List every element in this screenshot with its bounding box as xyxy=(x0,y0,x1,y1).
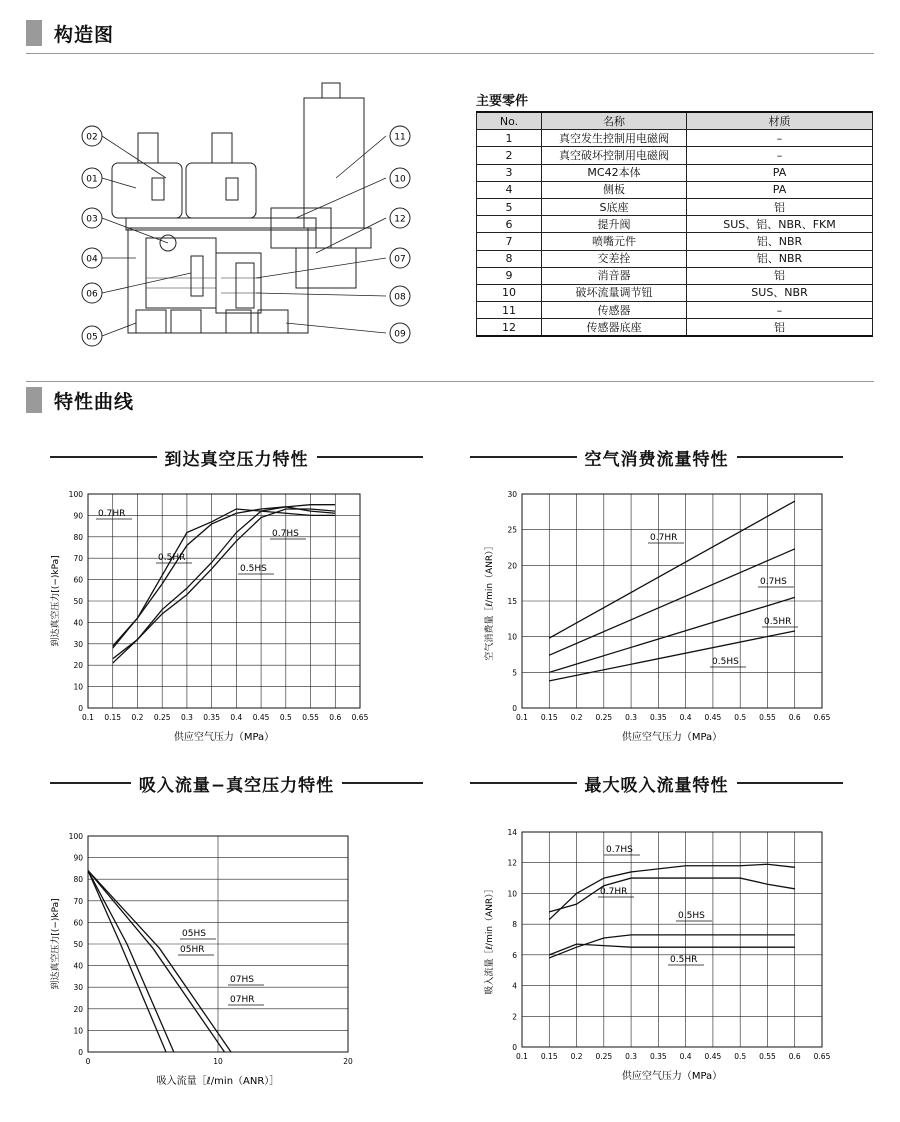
cell-no: 3 xyxy=(477,164,542,181)
chart-max-suction-flow xyxy=(470,822,850,1097)
diagram-callout xyxy=(82,248,102,268)
y-tick-label: 20 xyxy=(73,661,83,671)
y-tick-label: 10 xyxy=(507,889,517,899)
series-label: 0.5HR xyxy=(670,955,698,965)
x-tick-label: 0.45 xyxy=(704,1052,722,1061)
y-tick-label: 70 xyxy=(73,896,83,906)
x-tick-label: 0.55 xyxy=(302,713,319,722)
plot-frame xyxy=(522,832,822,1047)
diagram-callout xyxy=(390,126,410,146)
parts-title: 主要零件 xyxy=(476,94,529,109)
cell-no: 6 xyxy=(477,216,542,233)
y-tick-label: 80 xyxy=(73,875,83,885)
cell-no: 8 xyxy=(477,250,542,267)
cell-material: PA xyxy=(687,181,873,198)
cell-material: – xyxy=(687,147,873,164)
cell-name: MC42本体 xyxy=(542,164,687,181)
cell-no: 2 xyxy=(477,147,542,164)
diagram-callout-label: 10 xyxy=(394,174,406,185)
y-axis-label: 空气消费量［ℓ/min（ANR）］ xyxy=(485,541,495,661)
x-tick-label: 0.65 xyxy=(351,713,369,722)
cell-no: 4 xyxy=(477,181,542,198)
y-axis-label: 吸入流量［ℓ/min（ANR）］ xyxy=(485,884,495,995)
parts-row xyxy=(477,216,873,233)
diagram-callout-label: 03 xyxy=(86,214,98,225)
diagram-callout xyxy=(390,286,410,306)
series-label: 0.5HS xyxy=(712,657,739,667)
y-tick-label: 80 xyxy=(73,532,83,542)
cell-material: – xyxy=(687,130,873,147)
cell-material: 铝、NBR xyxy=(687,250,873,267)
x-tick-label: 0.4 xyxy=(679,1052,692,1061)
x-tick-label: 0.45 xyxy=(252,713,270,722)
cell-no: 10 xyxy=(477,284,542,301)
x-tick-label: 0.25 xyxy=(153,713,171,722)
series-line xyxy=(549,549,794,655)
x-tick-label: 0.6 xyxy=(788,1052,801,1061)
x-tick-label: 0.4 xyxy=(679,713,692,722)
y-tick-label: 5 xyxy=(512,668,517,678)
cell-no: 12 xyxy=(477,319,542,337)
series-label: 07HR xyxy=(230,995,255,1005)
x-tick-label: 0.2 xyxy=(131,713,144,722)
x-tick-label: 0.6 xyxy=(329,713,342,722)
col-header-no: No. xyxy=(477,112,542,130)
y-tick-label: 30 xyxy=(507,490,517,499)
series-label: 0.7HR xyxy=(650,533,678,543)
cell-no: 7 xyxy=(477,233,542,250)
y-tick-label: 30 xyxy=(73,639,83,649)
diagram-callout xyxy=(390,208,410,228)
x-tick-label: 0.3 xyxy=(180,713,193,722)
series-line xyxy=(88,871,166,1052)
x-tick-label: 0.1 xyxy=(516,1052,528,1061)
x-axis-label: 供应空气压力（MPa） xyxy=(621,1071,723,1082)
x-tick-label: 0.6 xyxy=(788,713,801,722)
y-tick-label: 0 xyxy=(78,704,83,713)
y-tick-label: 30 xyxy=(73,983,83,993)
cell-name: 交差拴 xyxy=(542,250,687,267)
x-tick-label: 0.15 xyxy=(104,713,122,722)
x-tick-label: 0.15 xyxy=(540,713,558,722)
series-label: 0.5HS xyxy=(240,564,267,574)
col-header-name: 名称 xyxy=(542,112,687,130)
cell-material: PA xyxy=(687,164,873,181)
x-tick-label: 0.1 xyxy=(82,713,94,722)
parts-row xyxy=(477,319,873,337)
x-tick-label: 0.3 xyxy=(625,1052,638,1061)
series-label: 0.7HS xyxy=(606,845,633,855)
chart-title-vacuum-pressure xyxy=(50,446,423,468)
col-header-material: 材质 xyxy=(687,112,873,130)
cell-name: S底座 xyxy=(542,198,687,215)
x-tick-label: 0.35 xyxy=(203,713,220,722)
cell-name: 消音器 xyxy=(542,267,687,284)
cell-name: 侧板 xyxy=(542,181,687,198)
parts-row xyxy=(477,147,873,164)
cell-no: 11 xyxy=(477,302,542,319)
series-line xyxy=(549,597,794,672)
x-tick-label: 0.5 xyxy=(734,1052,747,1061)
section-title: 特性曲线 xyxy=(54,390,135,413)
y-tick-label: 0 xyxy=(78,1048,83,1057)
series-label: 05HS xyxy=(182,929,206,939)
y-tick-label: 10 xyxy=(73,1026,83,1036)
parts-row xyxy=(477,181,873,198)
diagram-callout-label: 01 xyxy=(86,174,98,185)
diagram-callout xyxy=(390,168,410,188)
chart-air-consumption xyxy=(470,478,850,753)
x-tick-label: 20 xyxy=(343,1057,353,1066)
y-tick-label: 25 xyxy=(507,525,517,535)
cell-name: 提升阀 xyxy=(542,216,687,233)
chart-grid xyxy=(88,494,360,708)
x-axis-label: 供应空气压力（MPa） xyxy=(621,732,723,743)
y-tick-label: 90 xyxy=(73,511,83,521)
cell-name: 真空发生控制用电磁阀 xyxy=(542,130,687,147)
diagram-callout-label: 04 xyxy=(86,254,98,265)
parts-row xyxy=(477,284,873,301)
series-label: 0.7HR xyxy=(98,509,126,519)
parts-table xyxy=(476,111,873,337)
x-tick-label: 0.5 xyxy=(279,713,292,722)
y-tick-label: 2 xyxy=(512,1012,517,1022)
y-tick-label: 8 xyxy=(512,920,517,930)
cell-name: 真空破坏控制用电磁阀 xyxy=(542,147,687,164)
cell-name: 喷嘴元件 xyxy=(542,233,687,250)
series-line xyxy=(88,871,231,1052)
y-tick-label: 14 xyxy=(507,828,517,837)
diagram-callout xyxy=(82,126,102,146)
parts-row xyxy=(477,130,873,147)
y-tick-label: 10 xyxy=(507,632,517,642)
y-tick-label: 40 xyxy=(73,618,83,628)
diagram-callout-label: 02 xyxy=(86,132,98,143)
y-tick-label: 100 xyxy=(68,490,83,499)
x-tick-label: 0.25 xyxy=(595,1052,613,1061)
series-label: 0.5HS xyxy=(678,911,705,921)
parts-row xyxy=(477,250,873,267)
x-tick-label: 0.15 xyxy=(540,1052,558,1061)
x-tick-label: 10 xyxy=(213,1057,223,1066)
diagram-callout-label: 05 xyxy=(86,332,98,343)
y-axis-label: 到达真空压力[(−)kPa] xyxy=(51,898,61,990)
cell-material: SUS、NBR xyxy=(687,284,873,301)
chart-title-air-consumption xyxy=(470,446,843,468)
section-title: 构造图 xyxy=(54,23,115,46)
diagram-callout-label: 11 xyxy=(394,132,406,143)
x-tick-label: 0.3 xyxy=(625,713,638,722)
y-tick-label: 60 xyxy=(73,575,83,585)
series-label: 0.5HR xyxy=(158,553,186,563)
section-divider xyxy=(26,53,874,54)
x-tick-label: 0.25 xyxy=(595,713,613,722)
x-tick-label: 0.65 xyxy=(813,713,831,722)
series-label: 0.5HR xyxy=(764,617,792,627)
structure-diagram xyxy=(76,78,416,353)
y-tick-label: 90 xyxy=(73,853,83,863)
diagram-callout-label: 08 xyxy=(394,292,406,303)
chart-vacuum-pressure xyxy=(40,478,420,753)
y-tick-label: 15 xyxy=(507,597,517,606)
x-tick-label: 0.35 xyxy=(650,713,667,722)
chart-title-max-suction-flow xyxy=(470,772,843,794)
y-tick-label: 50 xyxy=(73,597,83,606)
y-tick-label: 100 xyxy=(68,832,83,841)
diagram-callout-label: 12 xyxy=(394,214,406,225)
section-header-curves xyxy=(26,387,134,413)
x-tick-label: 0.55 xyxy=(759,1052,776,1061)
y-tick-label: 0 xyxy=(512,1043,517,1052)
series-line xyxy=(549,501,794,638)
x-tick-label: 0.1 xyxy=(516,713,528,722)
series-line xyxy=(549,864,794,919)
chart-title-text: 吸入流量−真空压力特性 xyxy=(138,775,335,796)
y-tick-label: 10 xyxy=(73,682,83,692)
diagram-callout xyxy=(82,326,102,346)
diagram-callout xyxy=(390,323,410,343)
x-tick-label: 0.35 xyxy=(650,1052,667,1061)
series-label: 05HR xyxy=(180,945,205,955)
diagram-callout xyxy=(390,248,410,268)
series-label: 07HS xyxy=(230,975,254,985)
diagram-callout-label: 09 xyxy=(394,329,406,340)
series-line xyxy=(113,509,336,646)
y-tick-label: 70 xyxy=(73,554,83,564)
section-bar xyxy=(26,387,42,413)
chart-grid xyxy=(522,494,822,708)
series-label: 0.7HS xyxy=(760,577,787,587)
diagram-callout xyxy=(82,283,102,303)
x-tick-label: 0.45 xyxy=(704,713,722,722)
cell-name: 传感器 xyxy=(542,302,687,319)
series-line xyxy=(113,505,336,663)
series-line xyxy=(113,509,336,659)
parts-row xyxy=(477,267,873,284)
diagram-callout xyxy=(82,168,102,188)
chart-title-text: 最大吸入流量特性 xyxy=(584,775,729,796)
chart-title-text: 到达真空压力特性 xyxy=(164,449,309,470)
chart-suction-flow-vacuum xyxy=(40,822,420,1097)
series-line xyxy=(549,631,794,681)
diagram-callout xyxy=(82,208,102,228)
x-tick-label: 0.4 xyxy=(230,713,243,722)
cell-name: 破坏流量调节钮 xyxy=(542,284,687,301)
x-axis-label: 供应空气压力（MPa） xyxy=(173,732,275,743)
series-line xyxy=(88,871,174,1052)
cell-material: 铝 xyxy=(687,267,873,284)
diagram-callout-label: 06 xyxy=(86,289,98,300)
y-tick-label: 4 xyxy=(512,981,517,991)
x-tick-label: 0.55 xyxy=(759,713,776,722)
cell-no: 1 xyxy=(477,130,542,147)
section-bar xyxy=(26,20,42,46)
y-tick-label: 0 xyxy=(512,704,517,713)
cell-material: 铝、NBR xyxy=(687,233,873,250)
cell-material: 铝 xyxy=(687,198,873,215)
section-divider xyxy=(26,381,874,382)
section-header-structure xyxy=(26,20,114,46)
x-tick-label: 0.2 xyxy=(570,713,583,722)
series-line xyxy=(549,944,794,955)
diagram-callout-label: 07 xyxy=(394,254,406,265)
series-line xyxy=(549,878,794,912)
series-label: 0.7HR xyxy=(600,887,628,897)
cell-material: 铝 xyxy=(687,319,873,337)
y-tick-label: 40 xyxy=(73,961,83,971)
cell-material: SUS、铝、NBR、FKM xyxy=(687,216,873,233)
cell-material: – xyxy=(687,302,873,319)
x-tick-label: 0.65 xyxy=(813,1052,831,1061)
series-line xyxy=(88,871,225,1052)
x-tick-label: 0.5 xyxy=(734,713,747,722)
cell-no: 5 xyxy=(477,198,542,215)
parts-row xyxy=(477,302,873,319)
y-tick-label: 20 xyxy=(73,1004,83,1014)
parts-row xyxy=(477,233,873,250)
chart-grid xyxy=(522,832,822,1047)
y-tick-label: 12 xyxy=(507,858,517,868)
cell-no: 9 xyxy=(477,267,542,284)
x-tick-label: 0 xyxy=(85,1057,91,1066)
series-line xyxy=(113,507,336,648)
parts-row xyxy=(477,164,873,181)
parts-row xyxy=(477,198,873,215)
series-label: 0.7HS xyxy=(272,529,299,539)
chart-title-suction-flow-vacuum xyxy=(50,772,423,794)
chart-title-text: 空气消费流量特性 xyxy=(584,449,729,470)
parts-header-row xyxy=(477,112,873,130)
y-tick-label: 60 xyxy=(73,918,83,928)
x-axis-label: 吸入流量［ℓ/min（ANR）］ xyxy=(156,1076,280,1087)
x-tick-label: 0.2 xyxy=(570,1052,583,1061)
y-tick-label: 50 xyxy=(73,940,83,949)
cell-name: 传感器底座 xyxy=(542,319,687,337)
y-tick-label: 6 xyxy=(512,950,517,960)
y-axis-label: 到达真空压力[(−)kPa] xyxy=(51,555,61,647)
y-tick-label: 20 xyxy=(507,561,517,571)
